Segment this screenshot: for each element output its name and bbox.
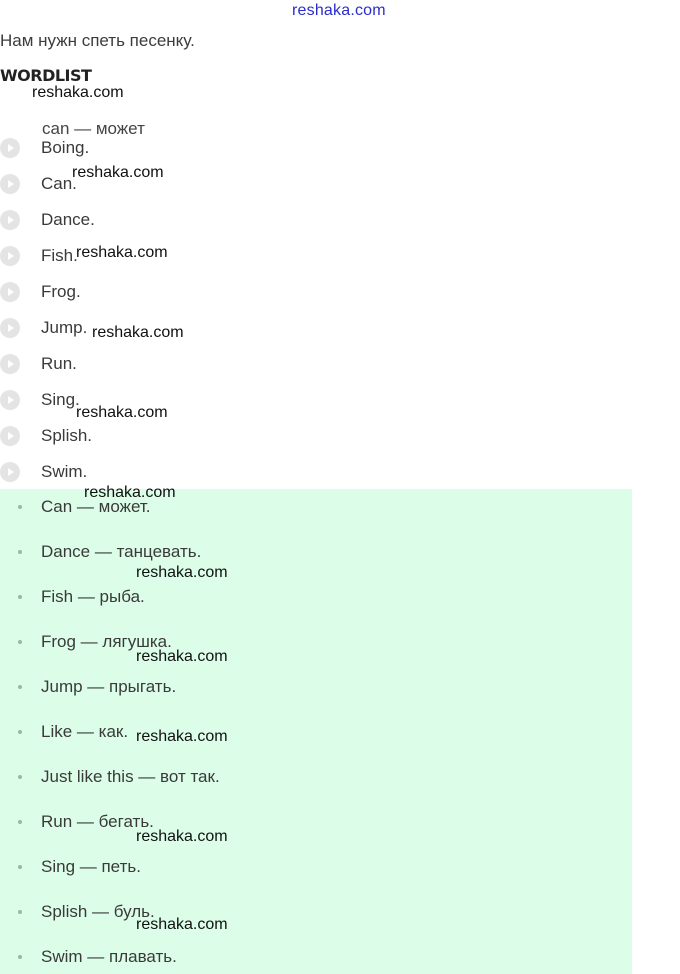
watermark: reshaka.com (136, 916, 228, 933)
watermark: reshaka.com (72, 164, 164, 181)
glossary-text: Swim — плавать. (41, 947, 177, 966)
play-icon[interactable] (0, 174, 20, 194)
audio-item[interactable] (0, 382, 80, 418)
audio-word: Fish. (41, 246, 78, 265)
glossary-text: Splish — буль. (41, 902, 155, 921)
watermark: reshaka.com (136, 728, 228, 745)
site-brand[interactable]: reshaka.com (292, 2, 386, 19)
glossary-text: Sing — петь. (41, 857, 141, 876)
bullet-icon (18, 910, 22, 914)
watermark: reshaka.com (76, 404, 168, 421)
glossary-text: Run — бегать. (41, 812, 154, 831)
audio-word: Jump. (41, 318, 88, 337)
bullet-icon (18, 595, 22, 599)
bullet-icon (18, 730, 22, 734)
audio-item[interactable] (0, 202, 95, 238)
audio-word: Frog. (41, 282, 81, 301)
play-icon[interactable] (0, 246, 20, 266)
intro-text: Нам нужн спеть песенку. (0, 31, 195, 50)
play-icon[interactable] (0, 138, 20, 158)
play-icon[interactable] (0, 318, 20, 338)
audio-item[interactable] (0, 130, 90, 166)
watermark: reshaka.com (136, 648, 228, 665)
glossary-text: Can — может. (41, 497, 151, 516)
audio-word: Boing. (41, 138, 90, 157)
watermark: reshaka.com (136, 564, 228, 581)
audio-item[interactable] (0, 310, 88, 346)
glossary-panel (0, 489, 632, 974)
bullet-icon (18, 955, 22, 959)
play-icon[interactable] (0, 354, 20, 374)
bullet-icon (18, 505, 22, 509)
audio-item[interactable] (0, 238, 78, 274)
watermark: reshaka.com (76, 244, 168, 261)
bullet-icon (18, 865, 22, 869)
glossary-text: Jump — прыгать. (41, 677, 177, 696)
play-icon[interactable] (0, 210, 20, 230)
glossary-text: Just like this — вот так. (41, 767, 220, 786)
bullet-icon (18, 550, 22, 554)
audio-item[interactable] (0, 346, 77, 382)
glossary-text: Frog — лягушка. (41, 632, 172, 651)
watermark: reshaka.com (92, 324, 184, 341)
play-icon[interactable] (0, 390, 20, 410)
bullet-icon (18, 820, 22, 824)
audio-word: Splish. (41, 426, 93, 445)
wordlist-title: WORDLIST (0, 66, 92, 85)
bullet-icon (18, 685, 22, 689)
watermark: reshaka.com (136, 828, 228, 845)
watermark: reshaka.com (84, 484, 176, 501)
audio-item[interactable] (0, 418, 93, 454)
bullet-icon (18, 775, 22, 779)
audio-item[interactable] (0, 166, 77, 202)
audio-item[interactable] (0, 274, 81, 310)
audio-word: Sing. (41, 390, 80, 409)
glossary-text: Like — как. (41, 722, 129, 741)
glossary-text: Dance — танцевать. (41, 542, 202, 561)
audio-word: Dance. (41, 210, 95, 229)
audio-word: Can. (41, 174, 77, 193)
play-icon[interactable] (0, 462, 20, 482)
play-icon[interactable] (0, 426, 20, 446)
bullet-icon (18, 640, 22, 644)
glossary-text: Fish — рыба. (41, 587, 145, 606)
audio-word: Run. (41, 354, 77, 373)
audio-item[interactable] (0, 454, 88, 490)
cut-off-row: can — может (42, 119, 145, 138)
play-icon[interactable] (0, 282, 20, 302)
watermark: reshaka.com (32, 84, 124, 101)
audio-word: Swim. (41, 462, 88, 481)
